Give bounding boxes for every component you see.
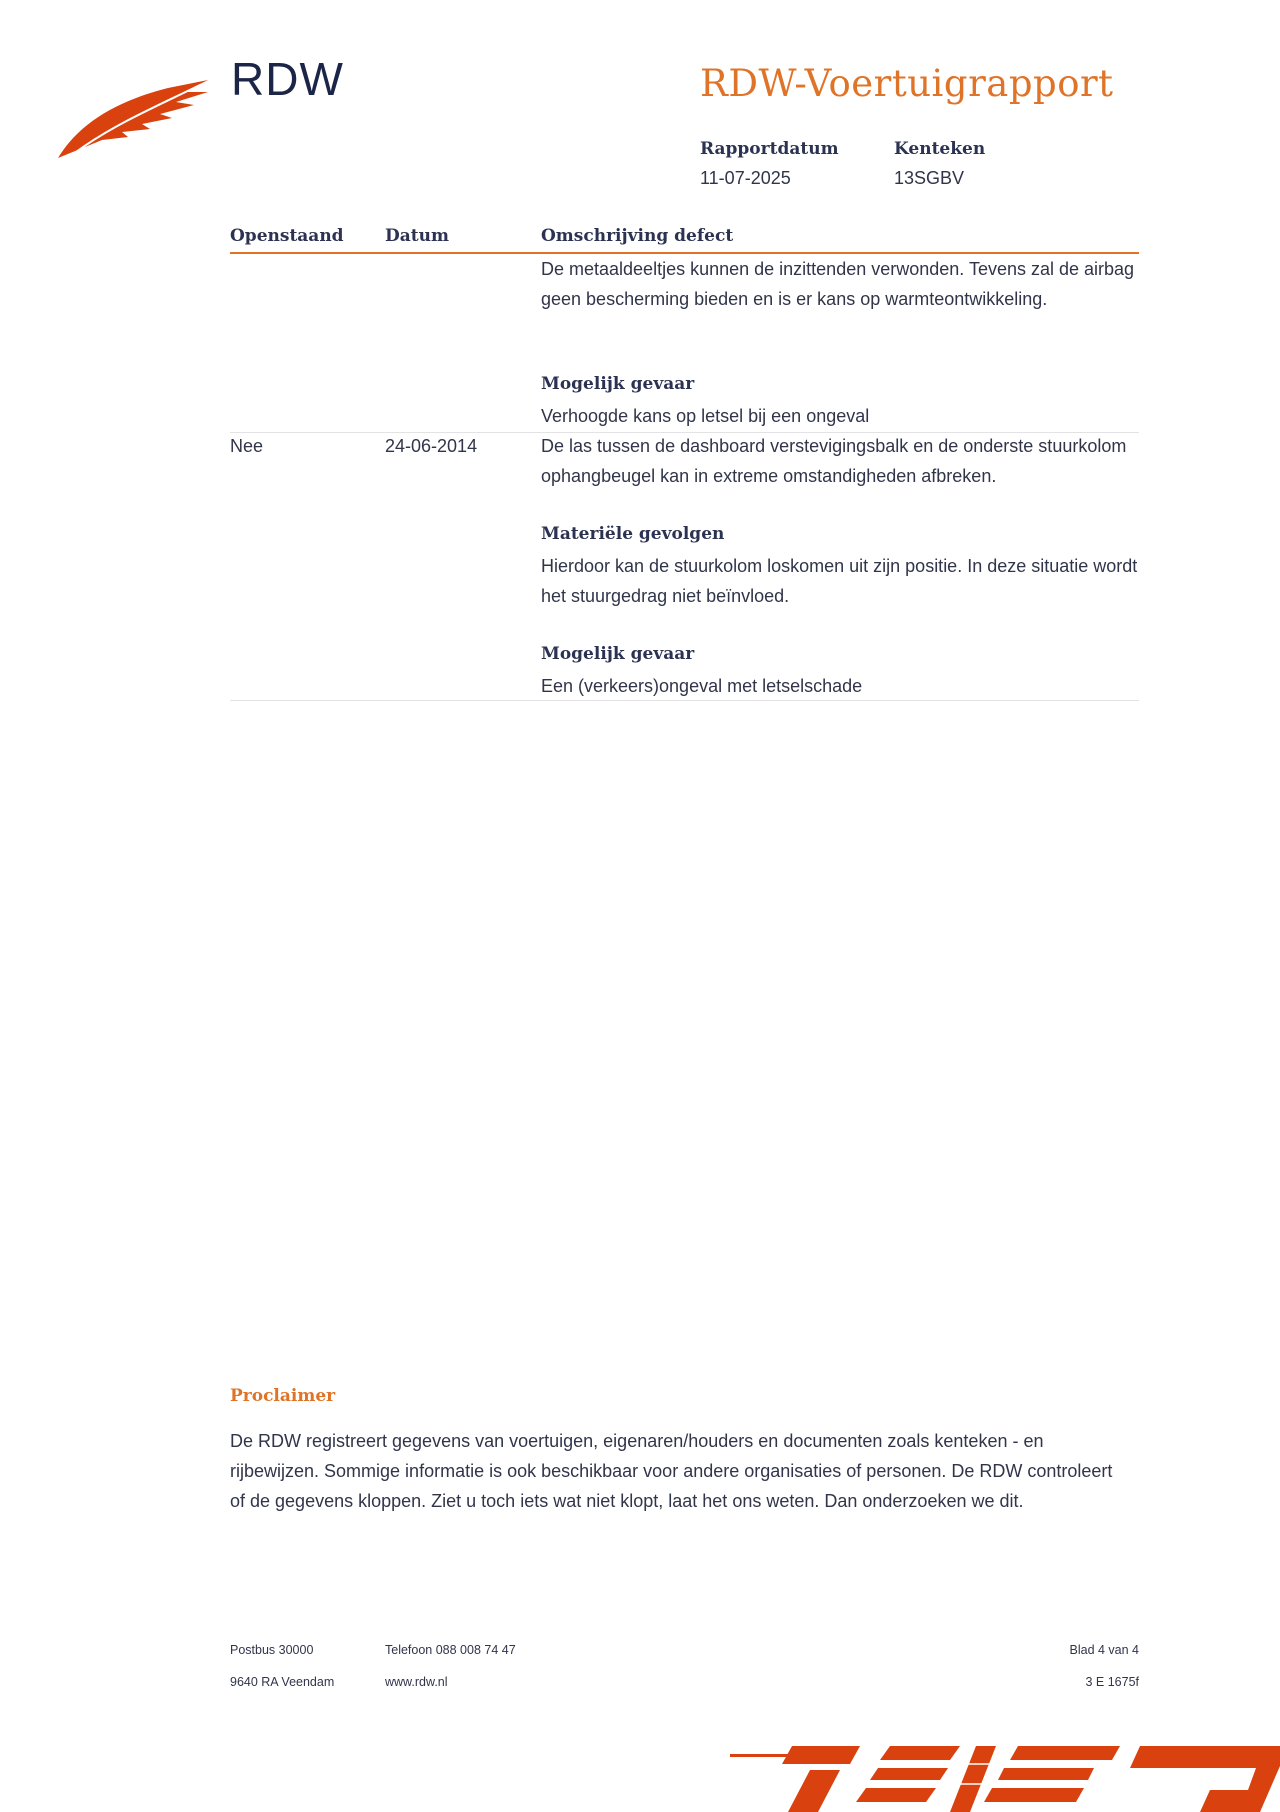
footer-code: 3 E 1675f (1085, 1675, 1139, 1689)
row2-consequences-title: Materiële gevolgen (541, 524, 725, 544)
footer-postbus: Postbus 30000 (230, 1643, 314, 1657)
column-header-datum: Datum (385, 226, 449, 246)
proclaimer-title: Proclaimer (230, 1386, 336, 1406)
report-date-value: 11-07-2025 (700, 168, 791, 188)
license-plate-stripes-icon (700, 1740, 1280, 1812)
report-title: RDW-Voertuigrapport (700, 62, 1114, 105)
proclaimer-text: De RDW registreert gegevens van voertuigen, eigenaren/houders en documenten zoals kenteken - en rijbewijzen. Sommige informatie is ook beschikbaar voor andere organisaties of personen. De RDW controleert of de gegevens kloppen. Ziet u toch iets wat niet klopt, laat het ons weten. Dan onderzoeken we dit. (230, 1431, 1113, 1511)
row2-danger-text: Een (verkeers)ongeval met letselschade (541, 676, 863, 696)
footer-phone: Telefoon 088 008 74 47 (385, 1643, 516, 1657)
row2-datum: 24-06-2014 (385, 436, 478, 456)
report-date-label: Rapportdatum (700, 139, 839, 159)
row1-danger-title: Mogelijk gevaar (541, 374, 695, 394)
license-plate-label: Kenteken (894, 139, 986, 159)
footer-page-number: Blad 4 van 4 (1069, 1643, 1139, 1657)
footer-city: 9640 RA Veendam (230, 1675, 335, 1689)
logo-text: RDW (231, 53, 344, 105)
row2-openstaand: Nee (230, 436, 264, 456)
row-divider (230, 700, 1139, 701)
license-plate-value: 13SGBV (894, 168, 965, 188)
row1-description: De metaaldeeltjes kunnen de inzittenden verwonden. Tevens zal de airbag geen bescherming bieden en is er kans op warmteontwikkeling. (541, 259, 1135, 309)
column-header-omschrijving: Omschrijving defect (541, 226, 734, 246)
footer-website[interactable]: www.rdw.nl (385, 1675, 448, 1689)
column-header-openstaand: Openstaand (230, 226, 344, 246)
rdw-wing-logo-icon (58, 80, 208, 162)
row2-description: De las tussen de dashboard verstevigingsbalk en de onderste stuurkolom ophangbeugel kan in extreme omstandigheden afbreken. (541, 436, 1127, 486)
row1-danger-text: Verhoogde kans op letsel bij een ongeval (541, 406, 870, 426)
row2-danger-title: Mogelijk gevaar (541, 644, 695, 664)
row2-consequences-text: Hierdoor kan de stuurkolom loskomen uit zijn positie. In deze situatie wordt het stuurgedrag niet beïnvloed. (541, 556, 1138, 606)
